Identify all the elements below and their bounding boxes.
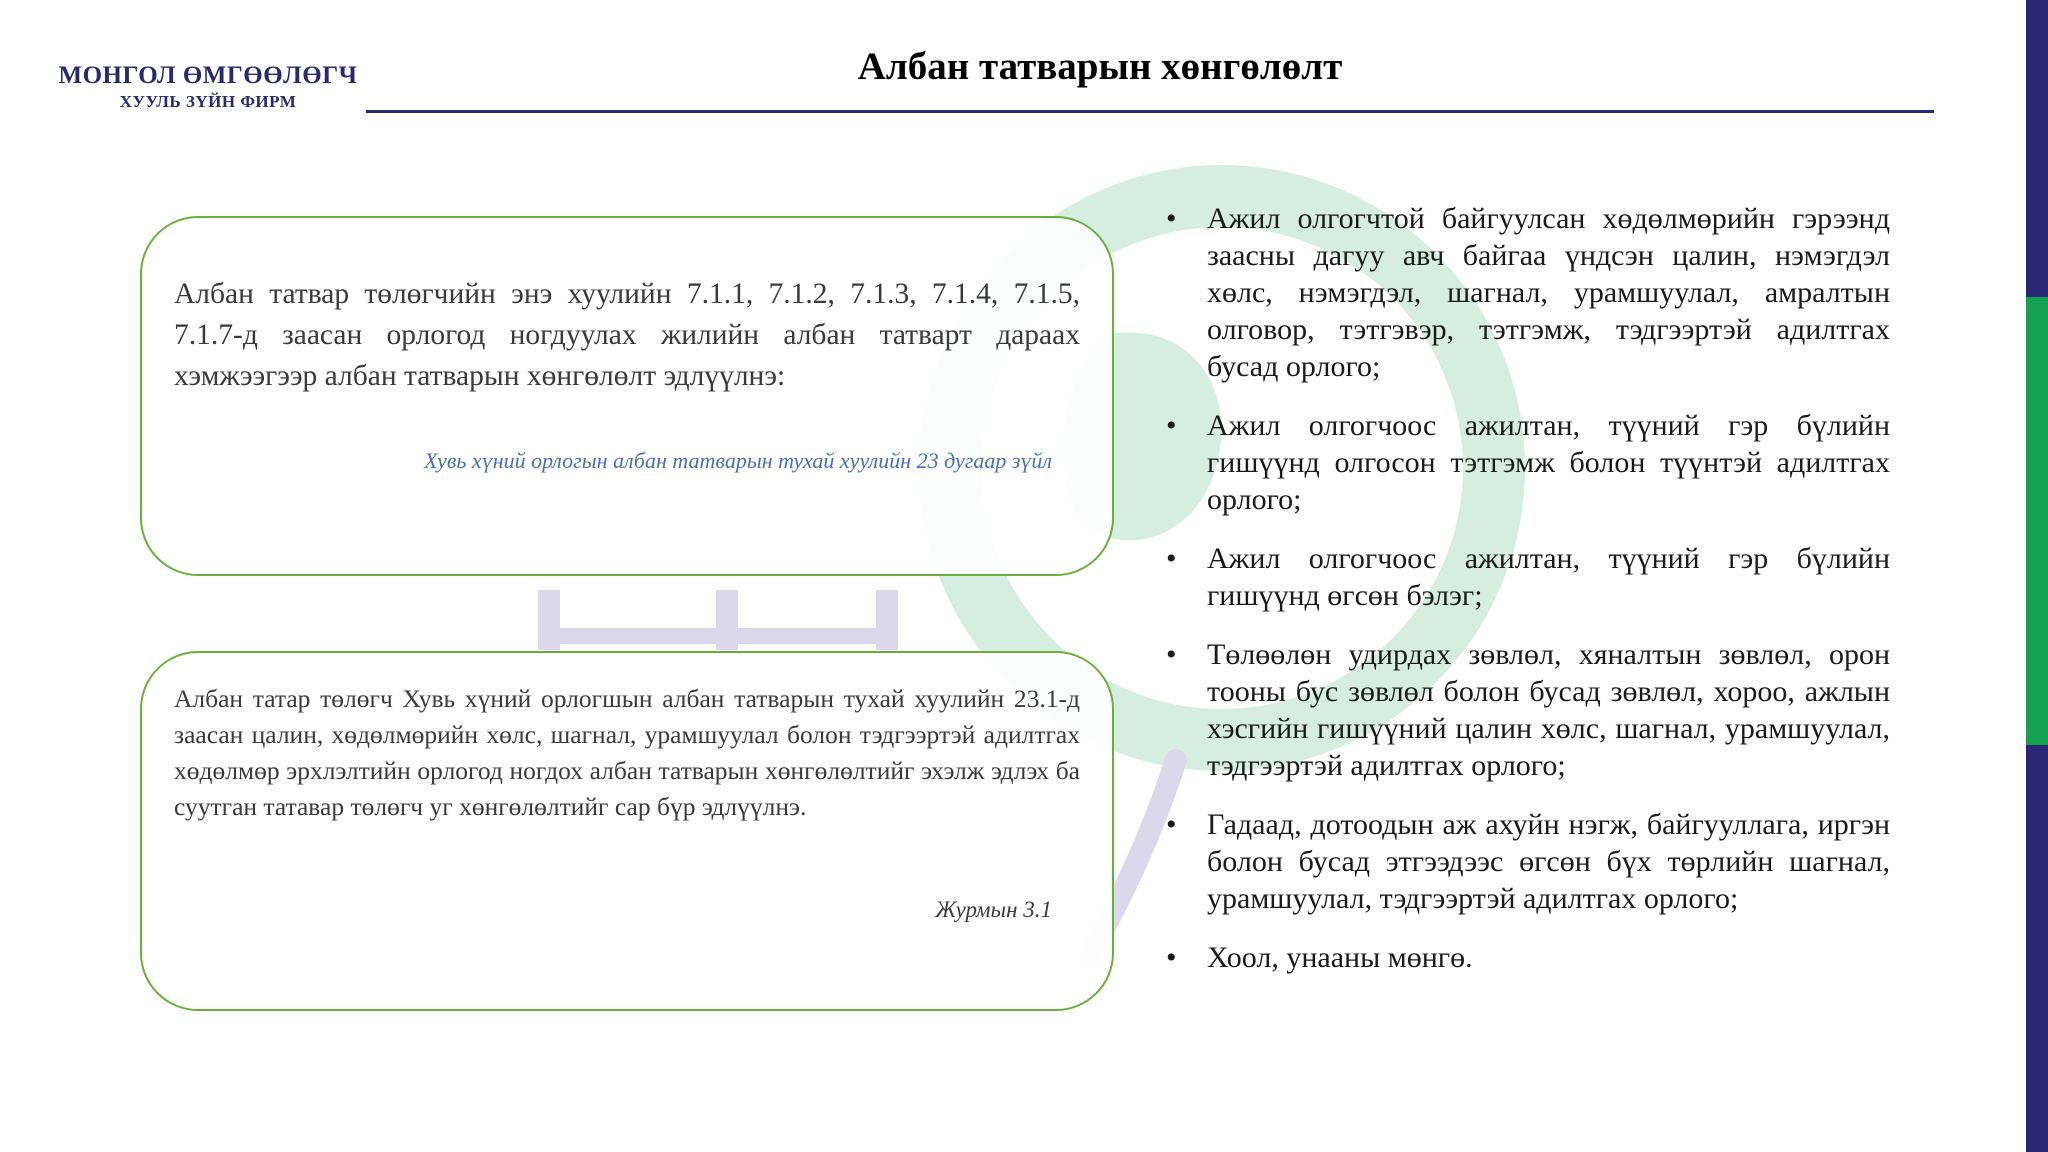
logo-line-2: ХУУЛЬ ЗҮЙН ФИРМ <box>119 92 297 111</box>
list-item <box>1166 407 1890 518</box>
list-item <box>1166 636 1890 784</box>
income-bullet-list <box>1166 200 1890 998</box>
bullet-icon: • <box>1166 638 1177 671</box>
page-title: Албан татварын хөнгөлөлт <box>857 45 1343 88</box>
side-accent-bar <box>2026 0 2048 1152</box>
side-accent-green <box>2026 297 2048 745</box>
list-item-text: Төлөөлөн удирдах зөвлөл, хяналтын зөвлөл, орон тооны бус зөвлөл болон бусад зөвлөл, хороо, ажлын хэсгийн гишүүний цалин хөлс, шагнал, урамшуулал, тэдгээртэй адилтгах орлого; <box>1207 638 1890 782</box>
list-item <box>1166 806 1890 917</box>
title-underline <box>366 110 1934 113</box>
lavender-grid-bar <box>538 628 898 644</box>
law-card-2 <box>140 651 1114 1011</box>
list-item-text: Ажил олгогчоос ажилтан, түүний гэр бүлийн гишүүнд олгосон тэтгэмж болон түүнтэй адилтгах орлого; <box>1207 409 1890 516</box>
list-item-text: Хоол, унааны мөнгө. <box>1207 941 1473 974</box>
bullet-icon: • <box>1166 808 1177 841</box>
bullet-icon: • <box>1166 409 1177 442</box>
list-item <box>1166 200 1890 385</box>
law-card-2-text: Албан татар төлөгч Хувь хүний орлогшын албан татварын тухай хуулийн 23.1-д заасан цалин, хөдөлмөрийн хөлс, шагнал, урамшуулал болон тэдгээртэй адилтгах хөдөлмөр эрхлэлтийн орлогод ногдох албан татварын хөнгөлөлтийг эхэлж эдлэх ба суутган татавар төлөгч уг хөнгөлөлтийг сар бүр эдлүүлнэ. <box>174 684 1080 821</box>
law-card-1-citation: Хувь хүний орлогын албан татварын тухай хуулийн 23 дугаар зүйл <box>424 448 1052 473</box>
logo-line-1: МОНГОЛ ӨМГӨӨЛӨГЧ <box>58 62 358 89</box>
list-item-text: Гадаад, дотоодын аж ахуйн нэгж, байгууллага, иргэн болон бусад этгээдээс өгсөн бүх төрлийн шагнал, урамшуулал, тэдгээртэй адилтгах орлого; <box>1207 808 1890 915</box>
list-item <box>1166 540 1890 614</box>
bullet-icon: • <box>1166 941 1177 974</box>
bullet-icon: • <box>1166 542 1177 575</box>
law-card-1 <box>140 216 1114 576</box>
list-item-text: Ажил олгогчтой байгуулсан хөдөлмөрийн гэрээнд заасны дагуу авч байгаа үндсэн цалин, нэмэгдэл хөлс, нэмэгдэл, шагнал, урамшуулал, амралтын олговор, тэтгэвэр, тэтгэмж, тэдгээртэй адилтгах бусад орлого; <box>1207 202 1890 383</box>
company-logo <box>48 62 368 112</box>
list-item <box>1166 939 1890 976</box>
law-card-1-text: Албан татвар төлөгчийн энэ хуулийн 7.1.1, 7.1.2, 7.1.3, 7.1.4, 7.1.5, 7.1.7-д заасан орлогод ногдуулах жилийн албан татварт дараах хэмжээгээр албан татварын хөнгөлөлт эдлүүлнэ: <box>174 278 1080 392</box>
bullet-icon: • <box>1166 202 1177 235</box>
law-card-2-citation: Журмын 3.1 <box>935 897 1052 922</box>
list-item-text: Ажил олгогчоос ажилтан, түүний гэр бүлийн гишүүнд өгсөн бэлэг; <box>1207 542 1890 612</box>
